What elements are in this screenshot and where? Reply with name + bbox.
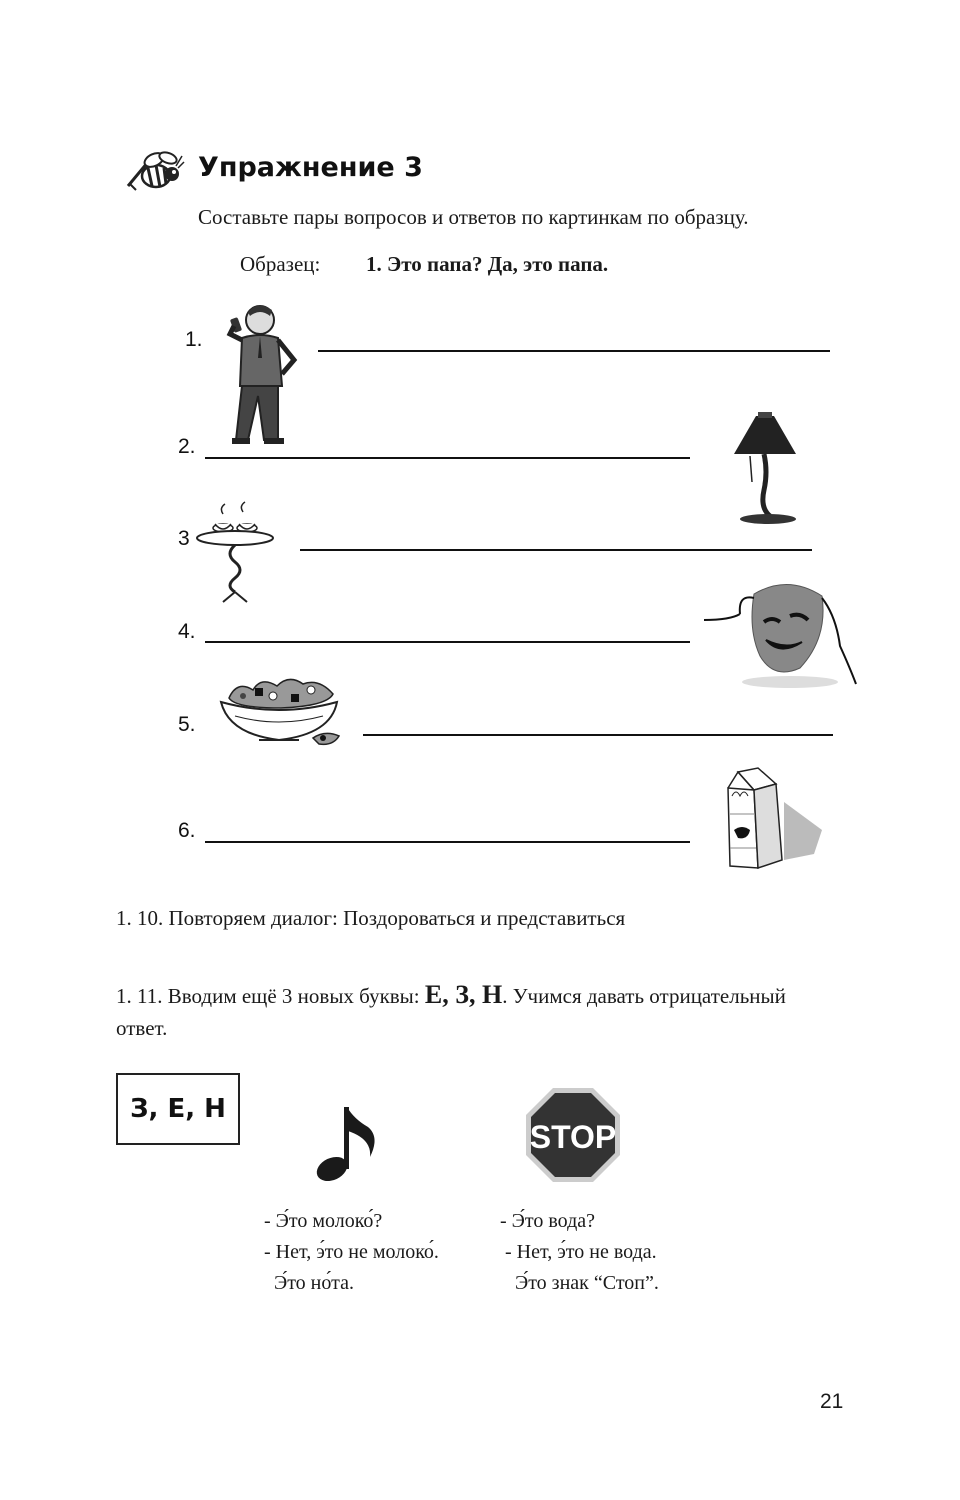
section-1-10-text: 1. 10. Повторяем диалог: Поздороваться и представиться: [116, 906, 626, 930]
item-number-4: 4.: [178, 620, 196, 643]
exercise-title: Упражнение 3: [198, 152, 423, 183]
item-number-2: 2.: [178, 435, 196, 458]
item-number-5: 5.: [178, 713, 196, 736]
dialog-right-line: - Э́то вода?: [500, 1210, 595, 1232]
dialog-left: [264, 1206, 439, 1299]
music-note-icon: [314, 1105, 380, 1183]
answer-line-4[interactable]: [205, 641, 690, 643]
dialog-left-line: - Э́то молоко́?: [264, 1210, 383, 1232]
section-1-11-prefix: 1. 11. Вводим ещё 3 новых буквы: [116, 984, 414, 1008]
milk-carton-picture: [722, 768, 826, 876]
section-1-11-suffix: . Учимся давать отрицательный: [502, 984, 786, 1008]
item-number-1: 1.: [185, 328, 203, 351]
sample-label: Образец:: [240, 252, 321, 276]
salad-bowl-picture: [215, 672, 345, 752]
answer-line-1[interactable]: [318, 350, 830, 352]
sample-text: 1. Это папа? Да, это папа.: [366, 252, 609, 276]
answer-line-2[interactable]: [205, 457, 690, 459]
item-number-3: 3: [178, 527, 190, 550]
dialog-right-line: Э́то знак “Стоп”.: [500, 1272, 659, 1294]
dialog-right-line: - Нет, э́то не вода.: [500, 1241, 657, 1263]
letter-box: З, Е, Н: [116, 1073, 240, 1145]
section-1-11-letters: Е, З, Н: [424, 980, 503, 1009]
theatre-mask-picture: [700, 576, 858, 688]
dialog-right: [500, 1206, 659, 1299]
item-number-6: 6.: [178, 819, 196, 842]
section-1-11-colon: :: [413, 984, 420, 1008]
stop-sign-icon: [524, 1086, 622, 1184]
bee-writing-icon: [126, 150, 184, 194]
page-number: 21: [820, 1390, 844, 1413]
section-1-11-paragraph: [116, 980, 876, 1010]
lamp-picture: [730, 412, 802, 528]
answer-line-6[interactable]: [205, 841, 690, 843]
answer-line-3[interactable]: [300, 549, 812, 551]
answer-line-5[interactable]: [363, 734, 833, 736]
man-with-phone-picture: [212, 300, 304, 448]
section-1-11-line2: ответ.: [116, 1016, 168, 1040]
cafe-table-picture: [195, 502, 283, 604]
stop-sign-text: STOP: [529, 1119, 617, 1155]
dialog-left-line: Э́то но́та.: [264, 1272, 354, 1294]
dialog-left-line: - Нет, э́то не молоко́.: [264, 1241, 439, 1263]
exercise-instruction: Составьте пары вопросов и ответов по картинкам по образцу.: [198, 205, 749, 229]
